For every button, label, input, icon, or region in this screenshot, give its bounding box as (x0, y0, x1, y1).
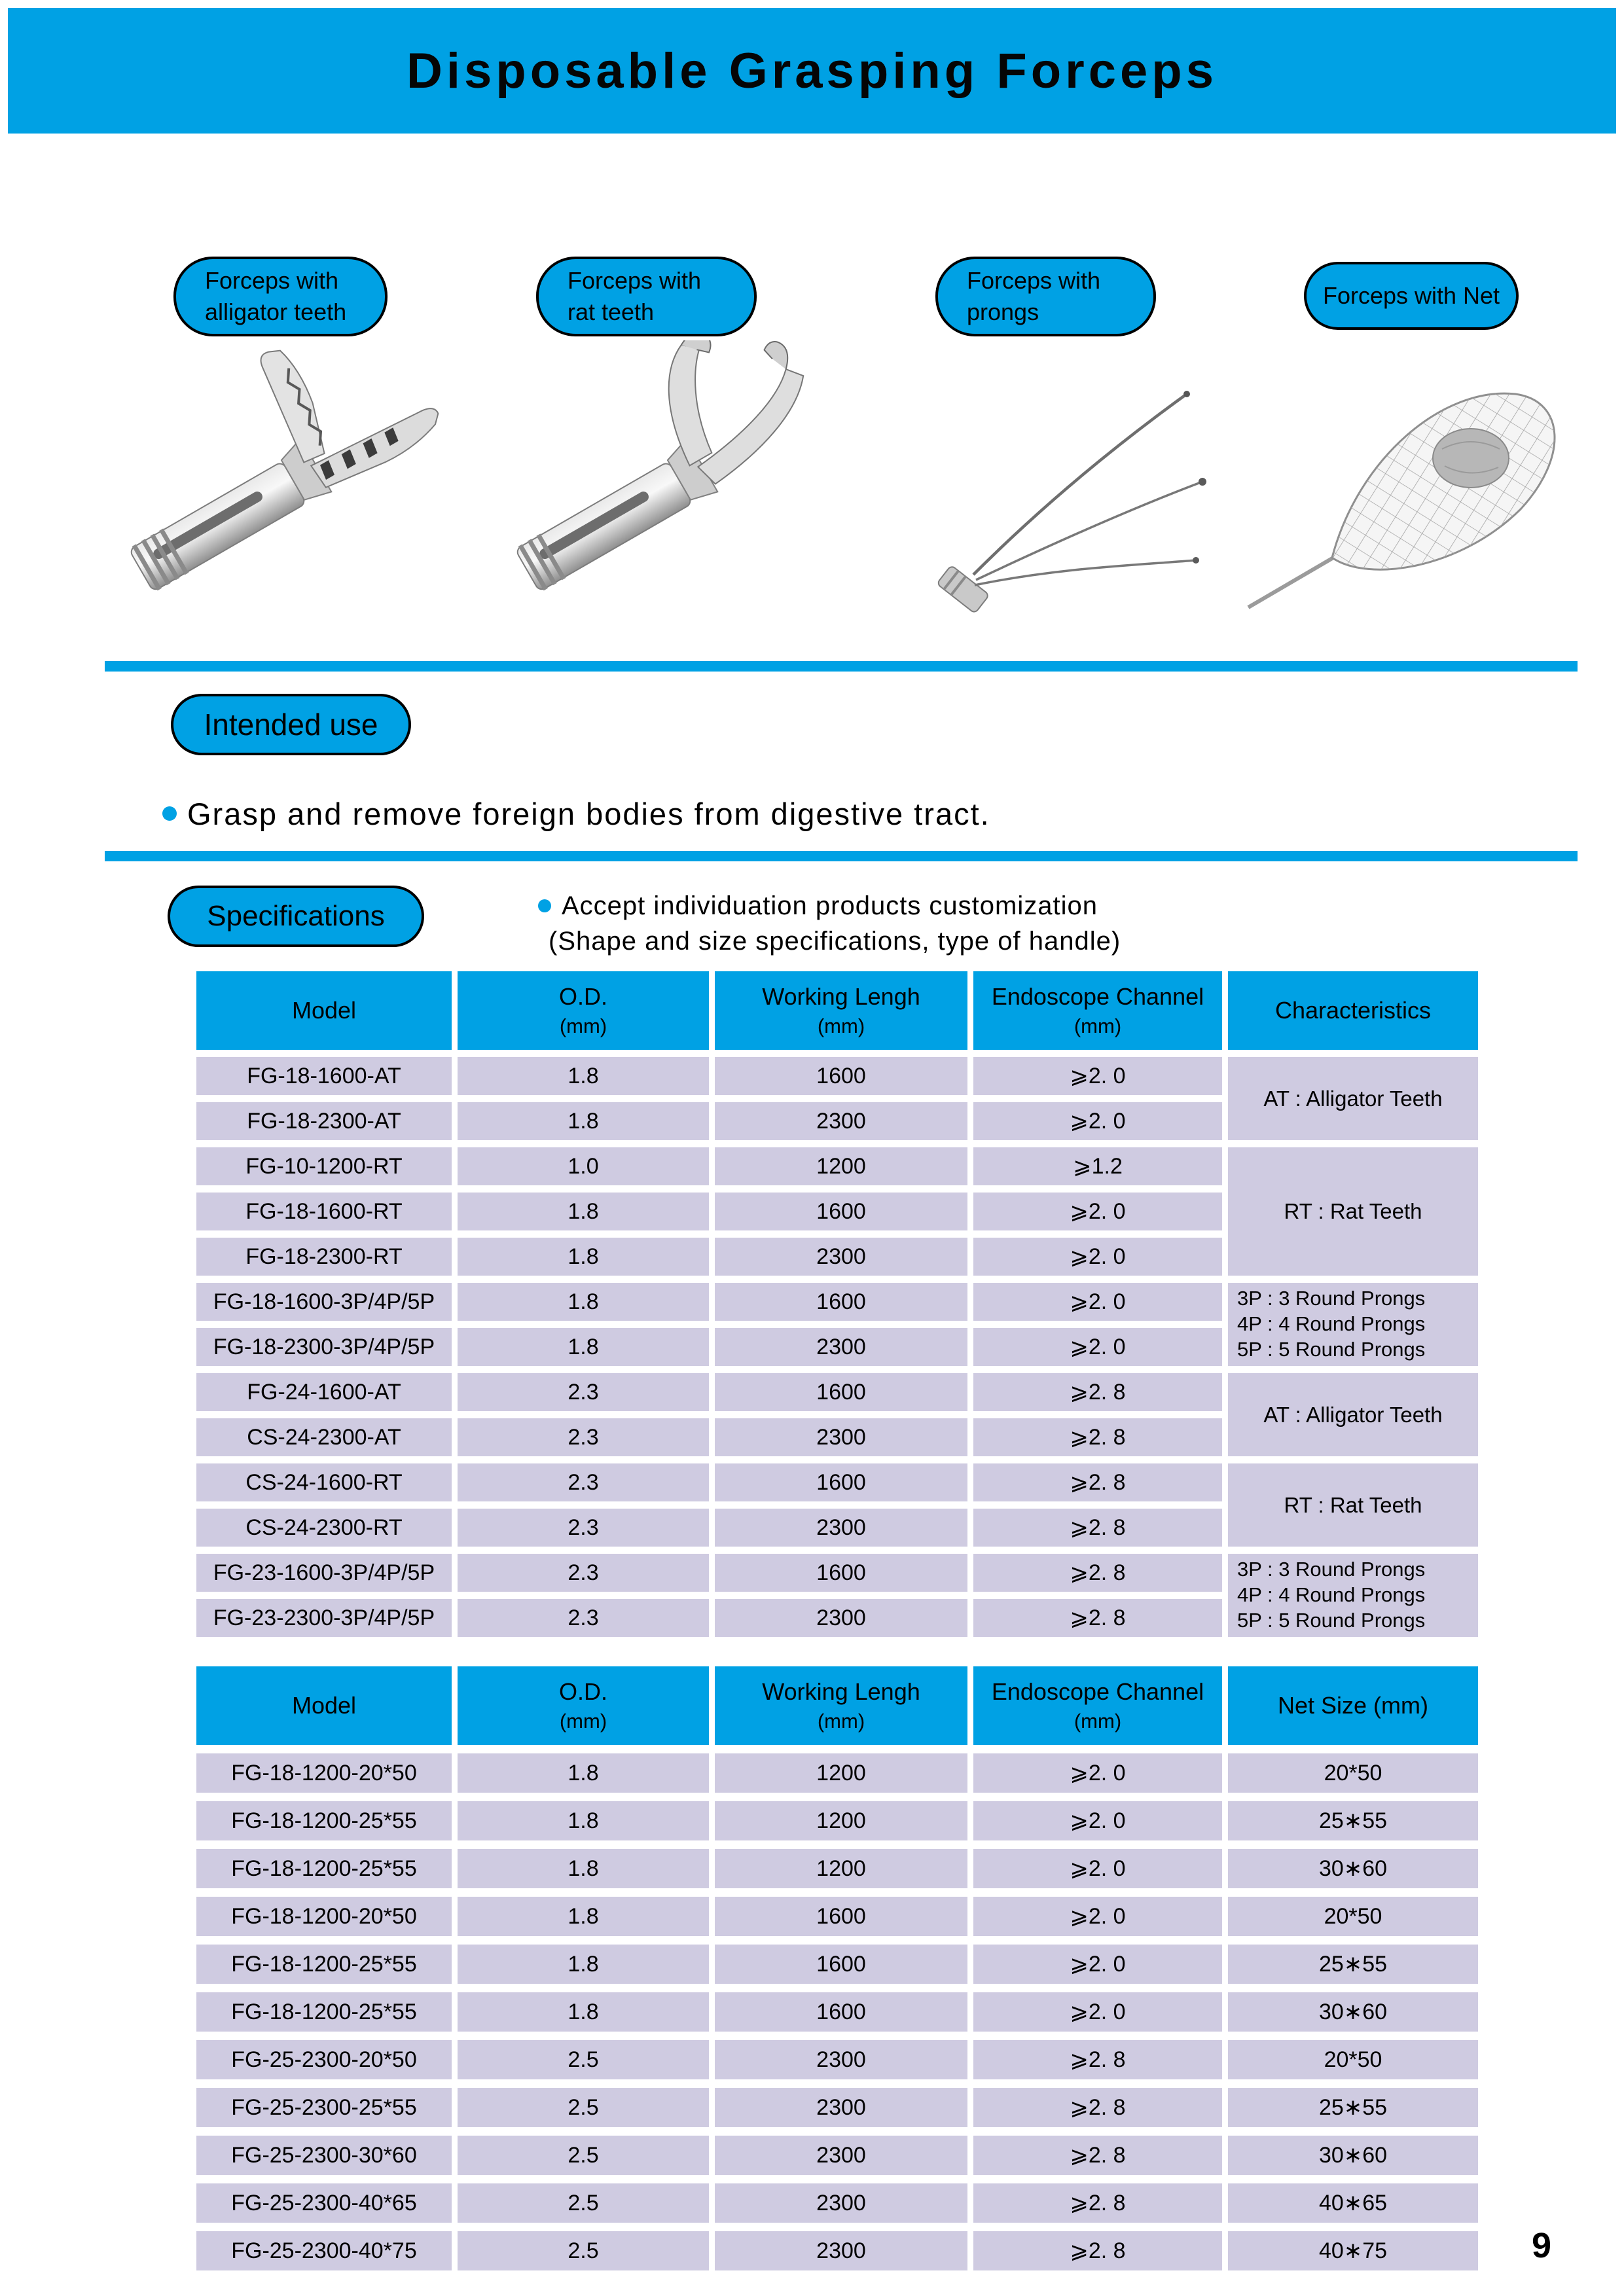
cell-model: FG-23-1600-3P/4P/5P (196, 1554, 452, 1592)
cell-value: 2300 (715, 1509, 967, 1547)
cell-value: 20*50 (1228, 1753, 1478, 1793)
bullet-icon (538, 899, 551, 912)
cell-value: 1600 (715, 1463, 967, 1501)
cell-model: FG-25-2300-40*75 (196, 2231, 452, 2270)
cell-value: ⩾2. 0 (973, 1992, 1222, 2032)
cell-value: 1.8 (458, 1328, 709, 1366)
cell-value: 1600 (715, 1897, 967, 1936)
intended-use-text: Grasp and remove foreign bodies from digestive tract. (187, 797, 990, 831)
cell-value: 20*50 (1228, 1897, 1478, 1936)
cell-model: FG-18-1200-20*50 (196, 1897, 452, 1936)
cell-model: FG-18-2300-RT (196, 1238, 452, 1276)
cell-value: 1200 (715, 1753, 967, 1793)
label-forceps-net (1304, 262, 1519, 330)
cell-value: 30∗60 (1228, 2136, 1478, 2175)
cell-value: 2.3 (458, 1599, 709, 1637)
cell-value: ⩾2. 0 (973, 1238, 1222, 1276)
rat-teeth-forceps-photo (484, 340, 867, 628)
cell-model: FG-18-1200-25*55 (196, 1801, 452, 1840)
prongs-grasper-photo (900, 347, 1227, 628)
cell-value: ⩾2. 8 (973, 2183, 1222, 2223)
cell-value: 2300 (715, 2231, 967, 2270)
cell-characteristics: AT : Alligator Teeth (1228, 1057, 1478, 1140)
cell-characteristics: RT : Rat Teeth (1228, 1463, 1478, 1547)
cell-value: ⩾2. 0 (973, 1897, 1222, 1936)
cell-value: 1.8 (458, 1057, 709, 1095)
cell-value: 1.8 (458, 1193, 709, 1230)
cell-characteristics: AT : Alligator Teeth (1228, 1373, 1478, 1456)
cell-value: ⩾2. 0 (973, 1283, 1222, 1321)
cell-value: 2300 (715, 1418, 967, 1456)
section-divider-bar (105, 851, 1578, 861)
cell-model: CS-24-2300-AT (196, 1418, 452, 1456)
cell-value: 2.3 (458, 1509, 709, 1547)
column-header: Endoscope Channel (mm) (973, 1666, 1222, 1745)
column-header: Working Lengh (mm) (715, 971, 967, 1050)
cell-value: ⩾2. 8 (973, 2136, 1222, 2175)
cell-value: 40∗65 (1228, 2183, 1478, 2223)
cell-value: 2.3 (458, 1463, 709, 1501)
cell-value: 1.8 (458, 1283, 709, 1321)
header-banner (8, 8, 1616, 134)
cell-value: ⩾2. 8 (973, 2040, 1222, 2079)
cell-value: ⩾2. 0 (973, 1328, 1222, 1366)
cell-model: FG-18-1600-RT (196, 1193, 452, 1230)
cell-model: FG-18-1200-25*55 (196, 1992, 452, 2032)
cell-value: 2300 (715, 2088, 967, 2127)
cell-model: CS-24-2300-RT (196, 1509, 452, 1547)
cell-value: 1.8 (458, 1849, 709, 1888)
cell-model: FG-18-1600-AT (196, 1057, 452, 1095)
cell-value: 25∗55 (1228, 2088, 1478, 2127)
label-line: alligator teeth (205, 298, 347, 325)
cell-value: 20*50 (1228, 2040, 1478, 2079)
cell-value: 1.8 (458, 1945, 709, 1984)
column-header: O.D. (mm) (458, 971, 709, 1050)
cell-model: FG-18-1200-25*55 (196, 1849, 452, 1888)
cell-value: 2300 (715, 1238, 967, 1276)
cell-value: 1600 (715, 1554, 967, 1592)
label-line: Forceps with Net (1322, 282, 1500, 310)
customization-note-line2: (Shape and size specifications, type of handle) (549, 927, 1121, 956)
cell-model: FG-18-1200-25*55 (196, 1945, 452, 1984)
cell-value: 1.8 (458, 1238, 709, 1276)
cell-value: 2.5 (458, 2136, 709, 2175)
cell-value: 1.8 (458, 1102, 709, 1140)
label-line: Forceps with (205, 267, 339, 295)
column-header: Model (196, 1666, 452, 1745)
cell-value: 1.8 (458, 1992, 709, 2032)
spec-table-net (196, 1666, 1478, 2270)
specifications-heading (168, 886, 424, 947)
cell-value: 1.0 (458, 1147, 709, 1185)
column-header: Working Lengh (mm) (715, 1666, 967, 1745)
cell-value: 2300 (715, 2040, 967, 2079)
cell-value: 2.3 (458, 1554, 709, 1592)
cell-model: FG-18-2300-3P/4P/5P (196, 1328, 452, 1366)
cell-characteristics: 3P : 3 Round Prongs 4P : 4 Round Prongs 5P : 5 Round Prongs (1228, 1283, 1478, 1366)
cell-value: ⩾2. 8 (973, 1554, 1222, 1592)
page-number: 9 (1532, 2226, 1552, 2265)
cell-model: FG-25-2300-30*60 (196, 2136, 452, 2175)
column-header: Net Size (mm) (1228, 1666, 1478, 1745)
cell-value: 30∗60 (1228, 1992, 1478, 2032)
intended-use-heading (171, 694, 411, 755)
cell-value: 1600 (715, 1373, 967, 1411)
cell-value: ⩾2. 8 (973, 1509, 1222, 1547)
cell-value: 25∗55 (1228, 1945, 1478, 1984)
cell-value: 2300 (715, 1599, 967, 1637)
cell-value: 2.3 (458, 1418, 709, 1456)
cell-value: 1.8 (458, 1753, 709, 1793)
column-header: Characteristics (1228, 971, 1478, 1050)
label-forceps-prongs (935, 257, 1156, 336)
cell-value: 40∗75 (1228, 2231, 1478, 2270)
cell-model: FG-10-1200-RT (196, 1147, 452, 1185)
label-forceps-rat-teeth (536, 257, 757, 336)
cell-value: 1200 (715, 1849, 967, 1888)
cell-value: ⩾2. 8 (973, 1373, 1222, 1411)
net-forceps-photo (1234, 360, 1587, 622)
cell-value: 1200 (715, 1147, 967, 1185)
cell-value: ⩾2. 0 (973, 1193, 1222, 1230)
cell-value: ⩾2. 8 (973, 1418, 1222, 1456)
section-divider-bar (105, 661, 1578, 672)
cell-value: 2300 (715, 2183, 967, 2223)
cell-value: 1600 (715, 1283, 967, 1321)
cell-value: 2.5 (458, 2183, 709, 2223)
cell-value: 2.5 (458, 2040, 709, 2079)
spec-table-forceps (196, 971, 1478, 1637)
specifications-heading-text: Specifications (207, 900, 385, 932)
alligator-forceps-photo (98, 340, 481, 628)
cell-model: FG-18-1600-3P/4P/5P (196, 1283, 452, 1321)
cell-characteristics: 3P : 3 Round Prongs 4P : 4 Round Prongs 5P : 5 Round Prongs (1228, 1554, 1478, 1637)
cell-value: 2.5 (458, 2088, 709, 2127)
label-line: Forceps with (967, 267, 1101, 295)
cell-characteristics: RT : Rat Teeth (1228, 1147, 1478, 1276)
cell-model: FG-18-2300-AT (196, 1102, 452, 1140)
cell-model: FG-25-2300-40*65 (196, 2183, 452, 2223)
cell-value: ⩾1.2 (973, 1147, 1222, 1185)
cell-value: 1600 (715, 1057, 967, 1095)
cell-value: 1.8 (458, 1801, 709, 1840)
cell-value: 1.8 (458, 1897, 709, 1936)
cell-value: 1200 (715, 1801, 967, 1840)
cell-value: ⩾2. 8 (973, 2088, 1222, 2127)
label-line: Forceps with (568, 267, 702, 295)
cell-value: ⩾2. 8 (973, 1463, 1222, 1501)
cell-value: 2300 (715, 2136, 967, 2175)
cell-value: ⩾2. 0 (973, 1057, 1222, 1095)
cell-value: ⩾2. 0 (973, 1849, 1222, 1888)
cell-value: ⩾2. 8 (973, 1599, 1222, 1637)
cell-model: FG-18-1200-20*50 (196, 1753, 452, 1793)
label-line: prongs (967, 298, 1039, 325)
bullet-icon (162, 806, 177, 821)
cell-value: ⩾2. 0 (973, 1753, 1222, 1793)
cell-value: ⩾2. 0 (973, 1945, 1222, 1984)
customization-note-line1: Accept individuation products customization (562, 891, 1098, 920)
cell-value: 1600 (715, 1992, 967, 2032)
cell-model: FG-25-2300-25*55 (196, 2088, 452, 2127)
column-header: Model (196, 971, 452, 1050)
cell-model: FG-24-1600-AT (196, 1373, 452, 1411)
cell-value: 2.3 (458, 1373, 709, 1411)
intended-use-heading-text: Intended use (204, 708, 378, 742)
cell-model: CS-24-1600-RT (196, 1463, 452, 1501)
cell-value: ⩾2. 0 (973, 1102, 1222, 1140)
cell-value: ⩾2. 0 (973, 1801, 1222, 1840)
cell-value: 2300 (715, 1328, 967, 1366)
column-header: O.D. (mm) (458, 1666, 709, 1745)
cell-model: FG-25-2300-20*50 (196, 2040, 452, 2079)
label-line: rat teeth (568, 298, 655, 325)
cell-value: 2300 (715, 1102, 967, 1140)
page-title: Disposable Grasping Forceps (406, 43, 1218, 99)
cell-model: FG-23-2300-3P/4P/5P (196, 1599, 452, 1637)
cell-value: 25∗55 (1228, 1801, 1478, 1840)
cell-value: ⩾2. 8 (973, 2231, 1222, 2270)
cell-value: 2.5 (458, 2231, 709, 2270)
column-header: Endoscope Channel (mm) (973, 971, 1222, 1050)
cell-value: 1600 (715, 1945, 967, 1984)
label-forceps-alligator-teeth (173, 257, 388, 336)
cell-value: 30∗60 (1228, 1849, 1478, 1888)
cell-value: 1600 (715, 1193, 967, 1230)
